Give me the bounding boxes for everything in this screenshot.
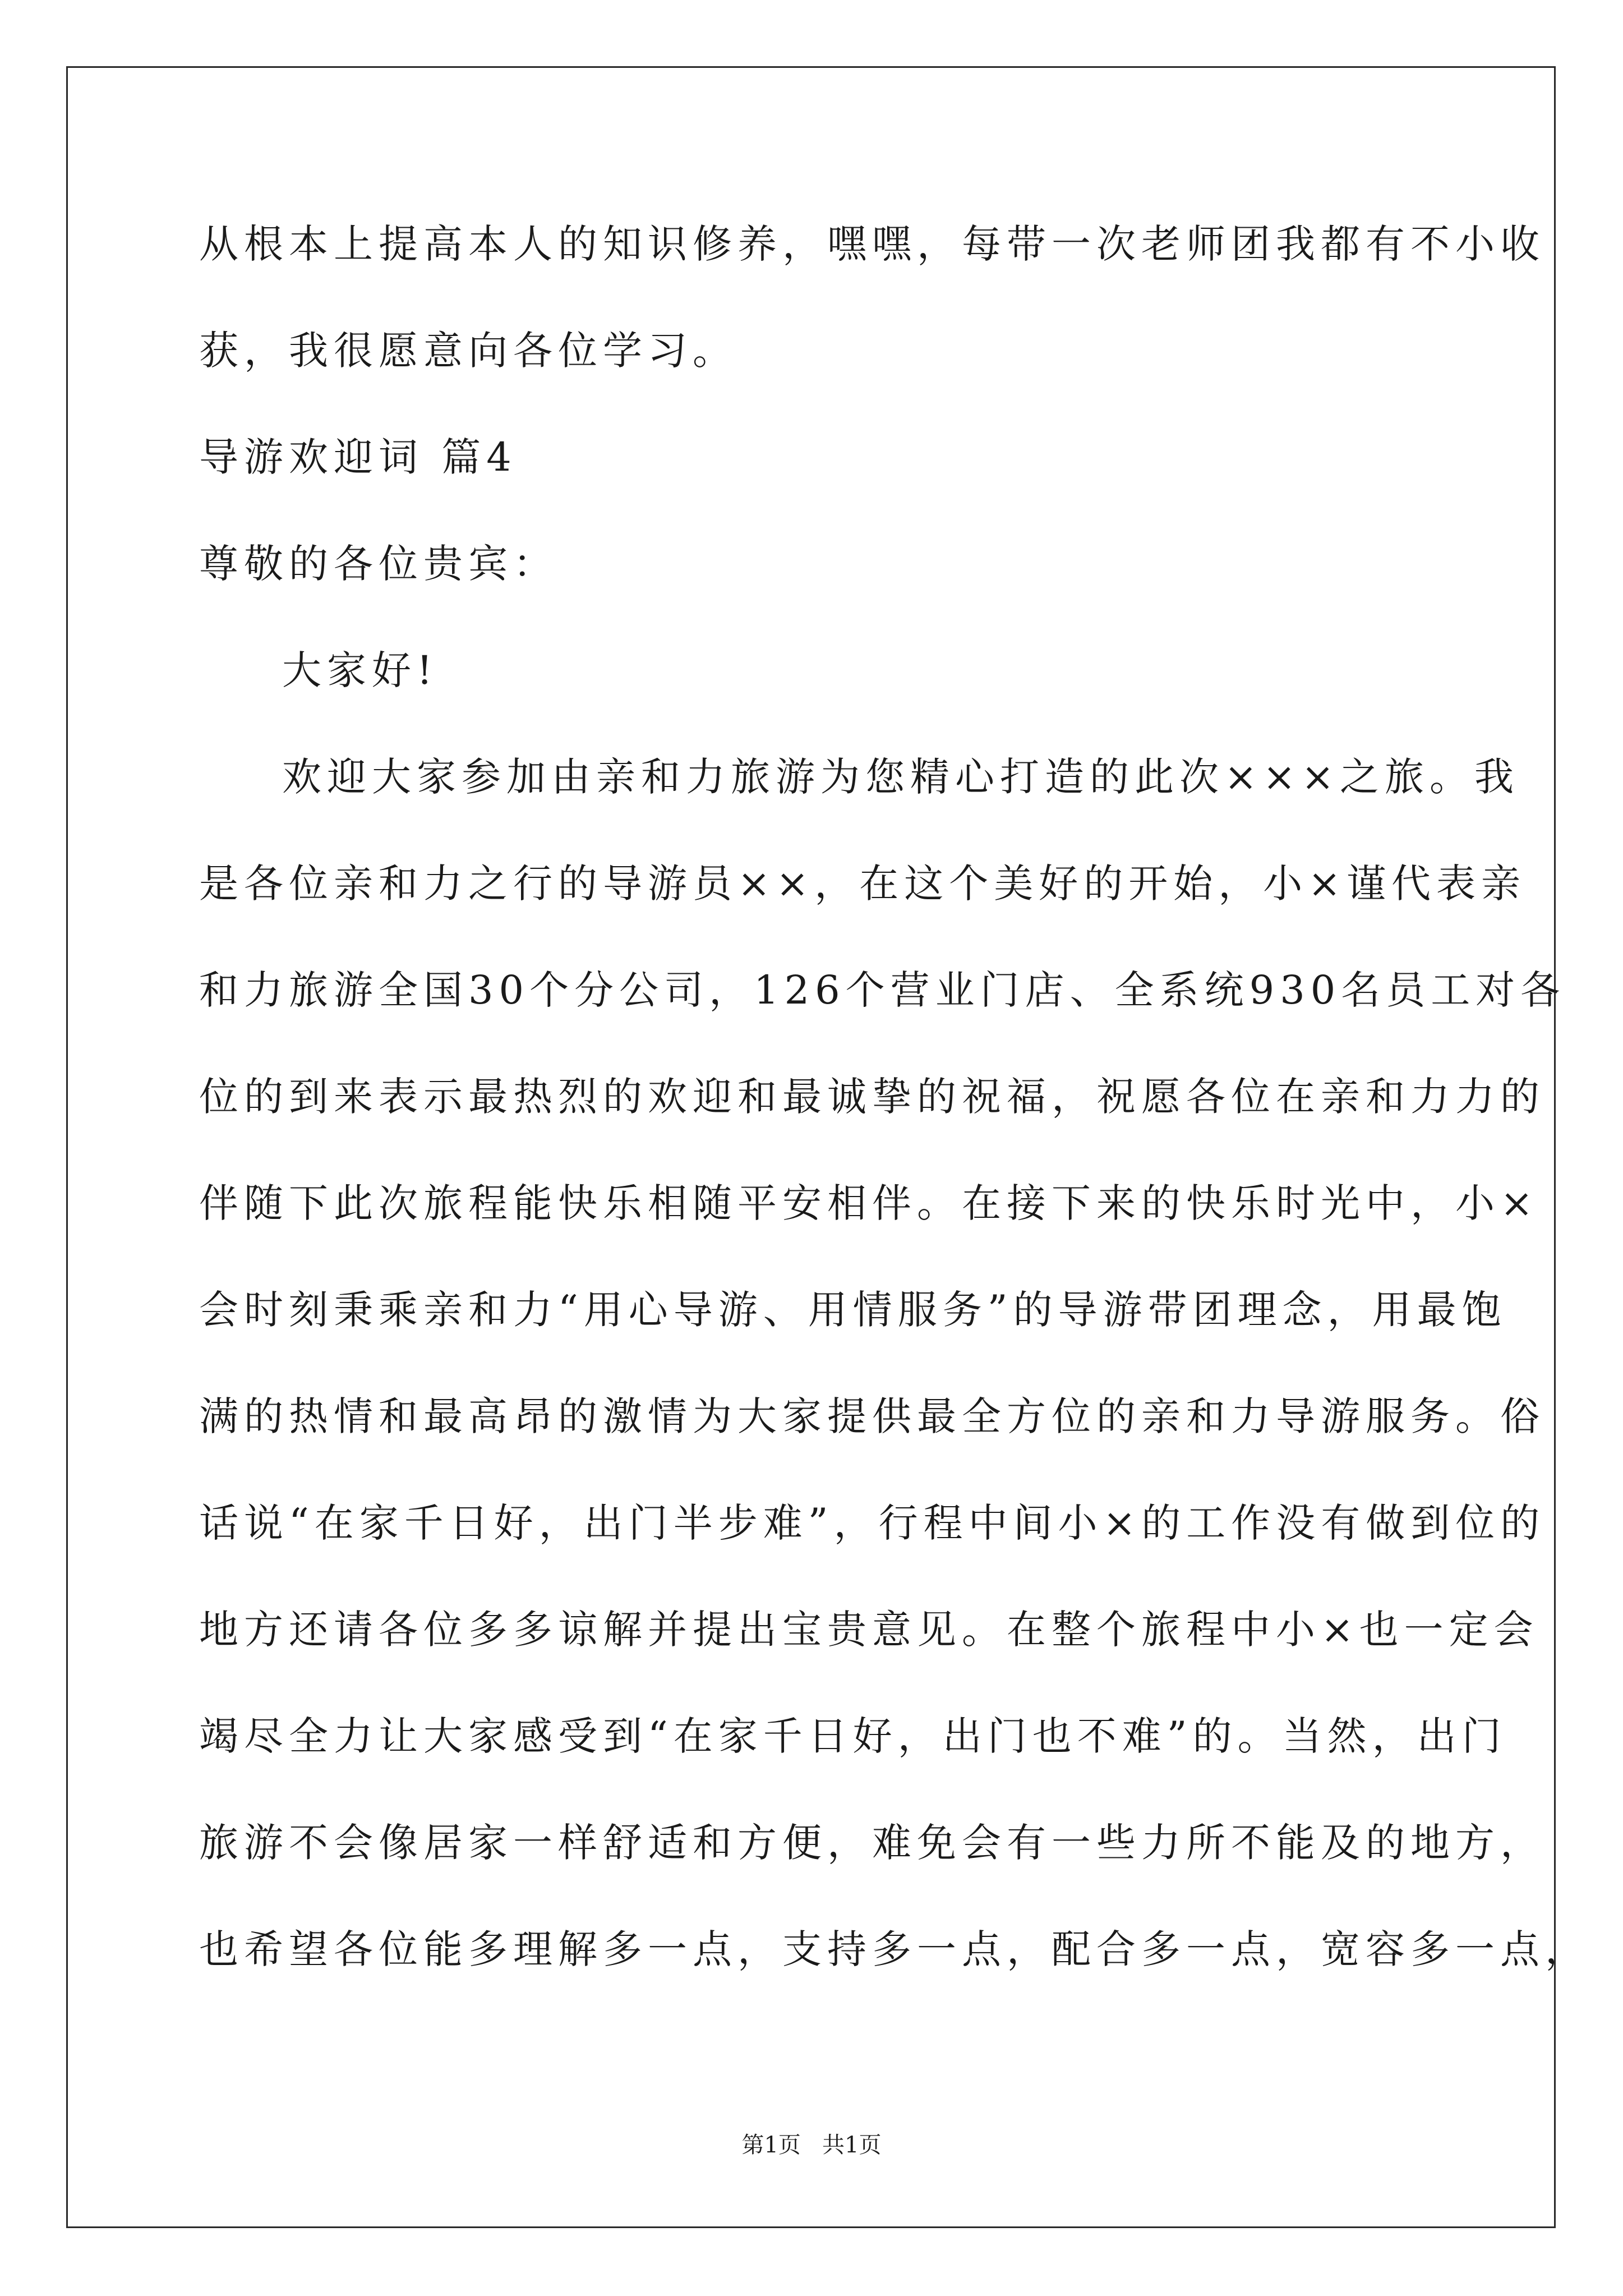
text-line: 位的到来表示最热烈的欢迎和最诚挚的祝福，祝愿各位在亲和力力的 <box>199 1074 1545 1120</box>
text-line: 和力旅游全国30个分公司，126个营业门店、全系统930名员工对各 <box>199 967 1566 1013</box>
text-line: 获，我很愿意向各位学习。 <box>199 328 737 374</box>
text-line: 是各位亲和力之行的导游员××，在这个美好的开始，小×谨代表亲 <box>199 861 1526 907</box>
page-border <box>66 66 1556 2228</box>
text-line: 竭尽全力让大家感受到“在家千日好，出门也不难”的。当然，出门 <box>199 1713 1507 1759</box>
text-line: 从根本上提高本人的知识修养，嘿嘿，每带一次老师团我都有不小收 <box>199 221 1545 267</box>
text-line: 会时刻秉乘亲和力“用心导游、用情服务”的导游带团理念，用最饱 <box>199 1287 1507 1333</box>
text-line: 也希望各位能多理解多一点，支持多一点，配合多一点，宽容多一点， <box>199 1926 1590 1972</box>
text-line: 旅游不会像居家一样舒适和方便，难免会有一些力所不能及的地方， <box>199 1820 1545 1866</box>
text-line: 伴随下此次旅程能快乐相随平安相伴。在接下来的快乐时光中，小× <box>199 1180 1539 1226</box>
text-line: 话说“在家千日好，出门半步难”，行程中间小×的工作没有做到位的 <box>199 1500 1546 1546</box>
text-line: 欢迎大家参加由亲和力旅游为您精心打造的此次×××之旅。我 <box>282 754 1519 800</box>
section-heading: 导游欢迎词 篇4 <box>199 434 517 480</box>
salutation: 尊敬的各位贵宾： <box>199 541 558 587</box>
greeting: 大家好! <box>282 647 439 693</box>
text-line: 地方还请各位多多谅解并提出宝贵意见。在整个旅程中小×也一定会 <box>199 1607 1539 1653</box>
text-line: 满的热情和最高昂的激情为大家提供最全方位的亲和力导游服务。俗 <box>199 1393 1545 1439</box>
page-footer: 第1页 共1页 <box>741 2132 882 2158</box>
